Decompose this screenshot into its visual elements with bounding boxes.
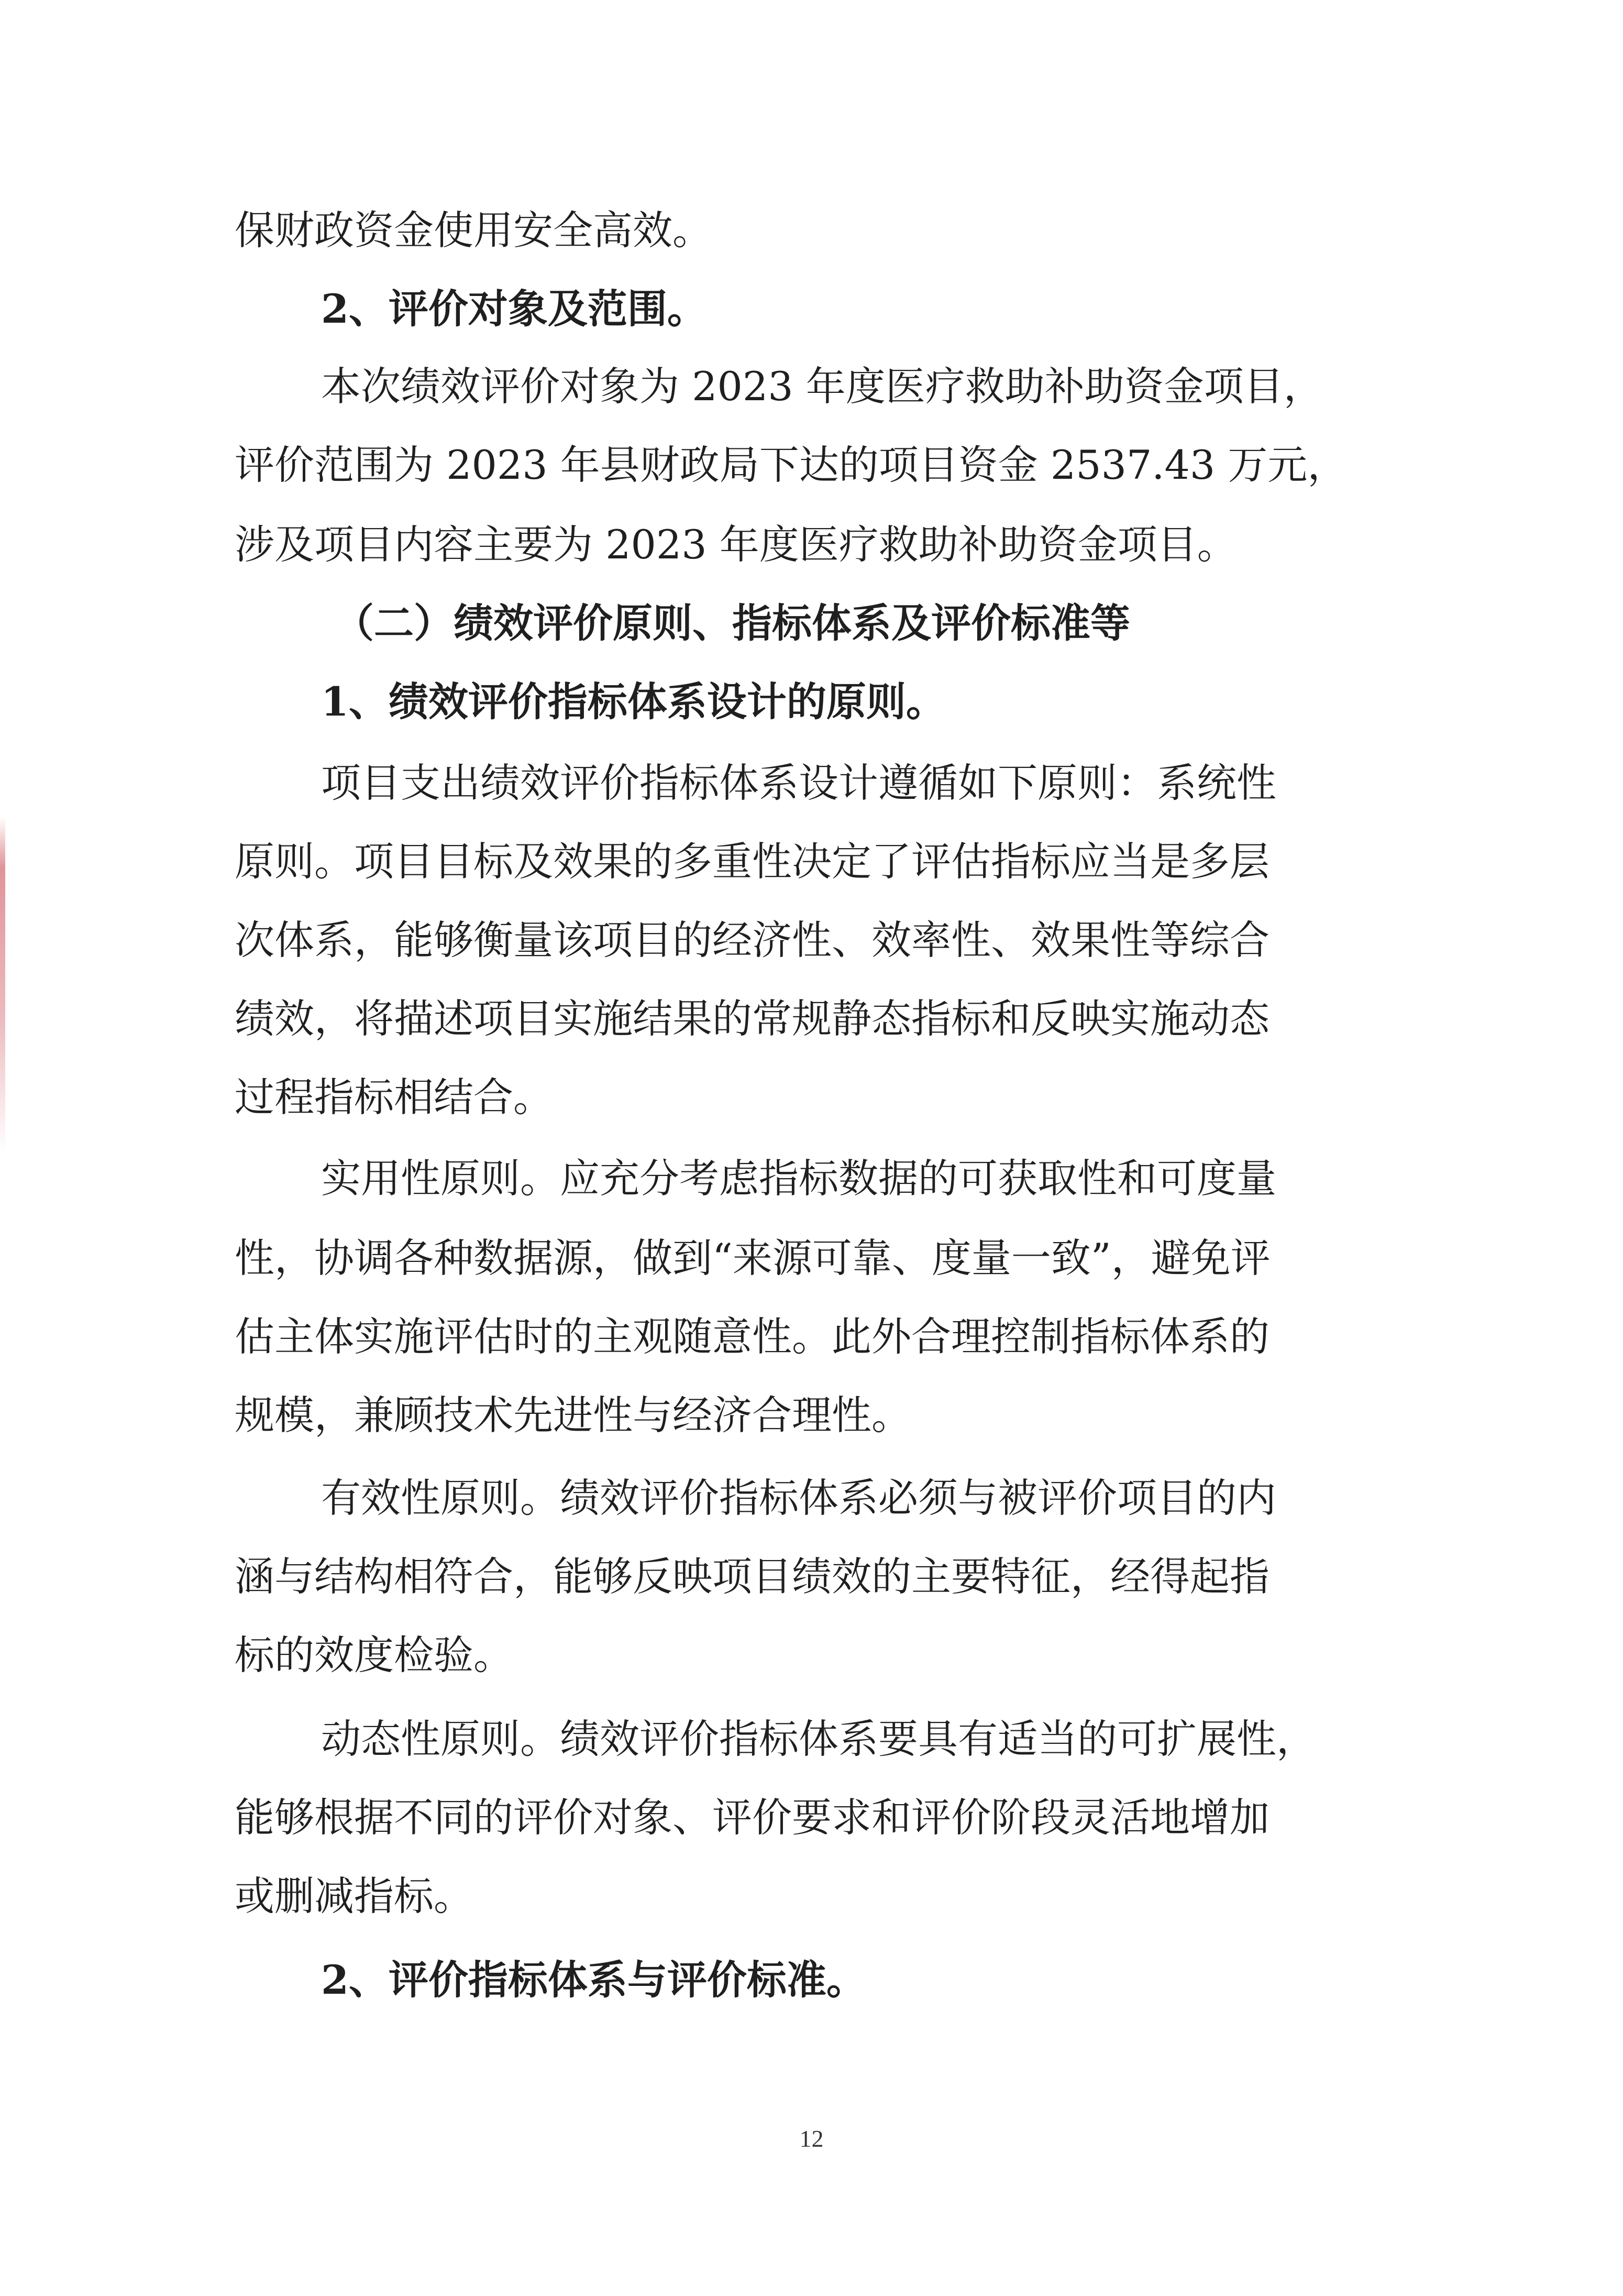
body-line: 有效性原则。绩效评价指标体系必须与被评价项目的内 [321,1475,1276,1521]
section-heading: 2、评价指标体系与评价标准。 [321,1957,866,2003]
body-line: 原则。项目目标及效果的多重性决定了评估指标应当是多层 [235,838,1269,885]
body-line: 或删减指标。 [235,1873,473,1919]
body-line: 能够根据不同的评价对象、评价要求和评价阶段灵活地增加 [235,1794,1269,1841]
body-line: 保财政资金使用安全高效。 [235,207,712,254]
body-line: 次体系，能够衡量该项目的经济性、效率性、效果性等综合 [235,917,1269,963]
body-line: 规模，兼顾技术先进性与经济合理性。 [235,1392,911,1438]
body-line: 本次绩效评价对象为 2023 年度医疗救助补助资金项目， [321,363,1323,410]
body-line: 绩效，将描述项目实施结果的常规静态指标和反映实施动态 [235,995,1269,1042]
body-line: 涉及项目内容主要为 2023 年度医疗救助补助资金项目。 [235,521,1237,568]
body-line: 项目支出绩效评价指标体系设计遵循如下原则：系统性 [321,760,1276,806]
subsection-heading: （二）绩效评价原则、指标体系及评价标准等 [334,600,1130,646]
page-number: 12 [799,2125,824,2152]
body-line: 性，协调各种数据源，做到“来源可靠、度量一致”，避免评 [235,1235,1271,1281]
body-line: 实用性原则。应充分考虑指标数据的可获取性和可度量 [321,1155,1276,1202]
scan-edge-mark [0,817,5,1152]
section-heading: 2、评价对象及范围。 [321,285,707,332]
body-line: 估主体实施评估时的主观随意性。此外合理控制指标体系的 [235,1313,1269,1360]
body-line: 涵与结构相符合，能够反映项目绩效的主要特征，经得起指 [235,1553,1269,1600]
section-heading: 1、绩效评价指标体系设计的原则。 [321,678,946,725]
body-line: 评价范围为 2023 年县财政局下达的项目资金 2537.43 万元， [235,442,1348,488]
body-line: 标的效度检验。 [235,1632,513,1678]
body-line: 过程指标相结合。 [235,1074,553,1120]
body-line: 动态性原则。绩效评价指标体系要具有适当的可扩展性， [321,1716,1316,1762]
